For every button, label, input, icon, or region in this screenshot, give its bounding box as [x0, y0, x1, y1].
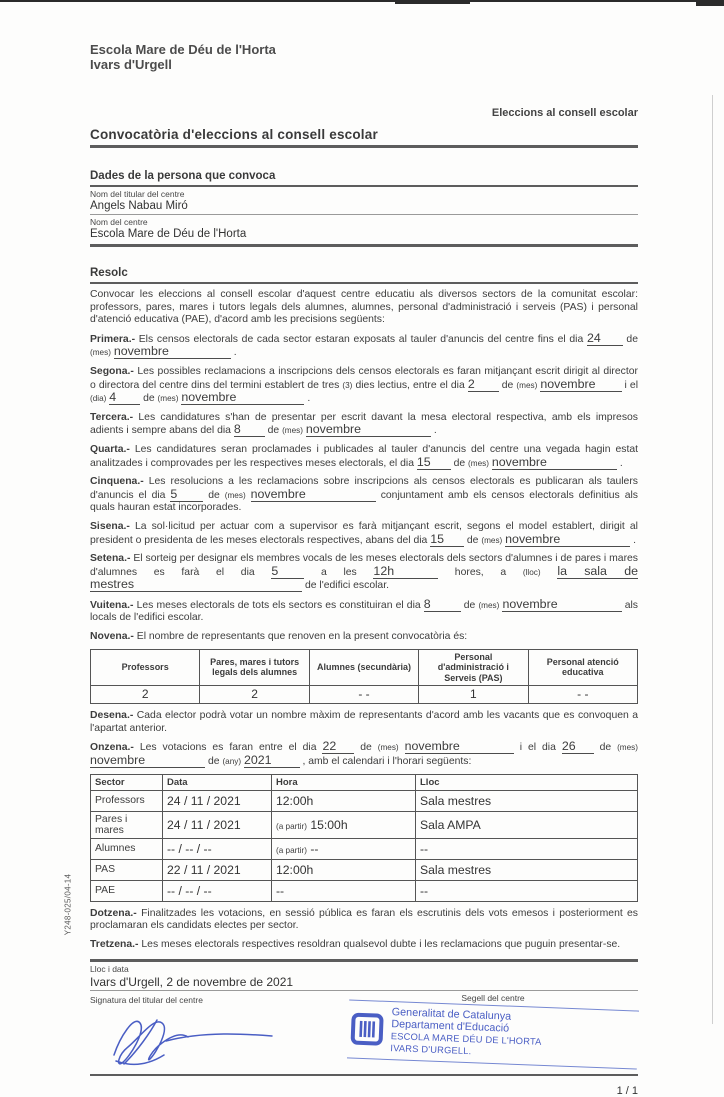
clause-primera: Primera.- Els censos electorals de cada sector estaran exposats al tauler d'anuncis del centre fins el dia 24 de (mes) novembre .: [90, 330, 638, 359]
page-number: 1 / 1: [616, 1085, 638, 1097]
stamp-line: ESCOLA MARE DÉU DE L'HORTA: [390, 1030, 542, 1047]
clause-setena: Setena.- El sorteig per designar els membres vocals de les meses electorals dels sectors d'alumnes i de pares i mares d'alumnes es farà el dia 5 a les 12h hores, a (lloc) la sala de mestres de l'edifici escolar.: [90, 553, 638, 592]
clause-tercera: Tercera.- Les candidatures s'han de presentar per escrit davant la mesa electoral respectiva, amb els impresos adients i sempre abans del dia 8 de (mes) novembre .: [90, 411, 638, 437]
clause-novena: Novena.- El nombre de representants que renoven en la present convocatòria és:: [90, 631, 468, 643]
bottom-rule: [90, 1074, 638, 1077]
generalitat-logo-icon: [349, 1010, 384, 1047]
table-cell-data: -- / -- / --: [163, 880, 272, 901]
title-rule: [90, 145, 638, 148]
table-cell-data: -- / -- / --: [163, 838, 272, 859]
center-stamp: [347, 999, 639, 1069]
hora-value: 12:00h: [276, 793, 314, 808]
stamp-line: Generalitat de Catalunya: [391, 1005, 512, 1023]
hora-value: 12:00h: [276, 862, 314, 877]
table-cell-hora: [272, 880, 416, 901]
clause-quarta: Quarta.- Les candidatures seran proclamades i publicades al tauler d'anuncis del centre una vegada hagin estat analitzades i comprovades per les respectives meses electorals, el dia 15 de (mes) novembre .: [90, 443, 638, 469]
form-reference-code: Y248-025/04-14: [63, 873, 73, 936]
table-cell-hora: [272, 811, 416, 838]
signature-label: Signatura del titular del centre: [90, 994, 203, 1005]
table-header-cell: Personal atenció educativa: [528, 649, 637, 686]
document-type-label: Eleccions al consell escolar: [491, 107, 638, 119]
table-header-cell: Professors: [91, 649, 200, 686]
table-row-professors: [91, 790, 638, 811]
section-rule: [90, 282, 638, 285]
section-heading-convener: Dades de la persona que convoca: [90, 169, 276, 182]
table-header-cell: Personal d'administració i Serveis (PAS): [419, 649, 528, 686]
signature-stamp-row: [90, 993, 638, 1071]
signature-scribble: [104, 1009, 289, 1071]
hora-prefix: (a partir): [276, 845, 307, 855]
clause-cinquena: Cinquena.- Les resolucions a les reclamacions sobre inscripcions als censos electorals es publicaran als taulers d'anuncis el dia 5 de (mes) novembre conjuntament amb els censos electorals definitius als quals hauran estat incorporades.: [90, 476, 638, 514]
table-cell-lloc: Sala mestres: [416, 790, 638, 811]
table-cell-data: 24 / 11 / 2021: [163, 790, 272, 811]
table-cell-lloc: Sala AMPA: [416, 811, 638, 838]
convener-section: [90, 170, 638, 247]
table-row-alumnes: [91, 838, 638, 859]
table-cell-data: 22 / 11 / 2021: [163, 859, 272, 880]
table-cell-data: 24 / 11 / 2021: [163, 811, 272, 838]
table-cell-lloc: --: [416, 838, 638, 859]
document-content: [90, 0, 638, 1097]
table-cell-sector: Professors: [91, 790, 163, 811]
page-title: Convocatòria d'eleccions al consell escolar: [90, 127, 378, 142]
resolc-intro: Convocar les eleccions al consell escolar d'aquest centre educatiu als diversos sectors de la comunitat escolar: professors, pares, mares i tutors legals dels alumnes, alumnes, personal d'administració i serveis (PAS) i personal d'atenció educativa (PAE), d'acord amb les precisions següents:: [90, 289, 638, 326]
field-value-centre: Escola Mare de Déu de l'Horta: [90, 228, 247, 240]
footer-rule: [90, 959, 638, 962]
section-end-rule: [90, 244, 638, 247]
stamp-area: [348, 993, 638, 1071]
field-label-centre: Nom del centre: [90, 217, 148, 227]
hora-value: 15:00h: [310, 817, 348, 832]
stamp-line: IVARS D'URGELL.: [390, 1042, 472, 1056]
table-header-cell: Lloc: [416, 774, 638, 790]
clause-segona: Segona.- Les possibles reclamacions a inscripcions dels censos electorals es faran mitjançant escrit dirigit al director o directora del centre dins del termini establert de tres (3) dies lectius, entre el dia 2 de (mes) novembre i el (dia) 4 de (mes) novembre .: [90, 365, 639, 405]
table-cell-sector: PAS: [91, 859, 163, 880]
stamp-line: Departament d'Educació: [391, 1017, 510, 1035]
lloc-data-label: Lloc i data: [90, 963, 129, 974]
table-header-cell: Sector: [91, 774, 163, 790]
table-cell: 2: [200, 686, 309, 704]
section-rule: [90, 185, 638, 188]
schedule-table: [90, 774, 638, 902]
lloc-data-value: Ivars d'Urgell, 2 de novembre de 2021: [90, 974, 294, 989]
table-cell-sector: Alumnes: [91, 838, 163, 859]
hora-prefix: (a partir): [276, 821, 307, 831]
hora-value: --: [276, 883, 285, 898]
school-header: [90, 42, 638, 72]
table-row-pares: [91, 811, 638, 838]
table-cell: 2: [91, 686, 200, 704]
table-header-row: [91, 649, 638, 686]
representatives-table: [90, 649, 638, 705]
table-row-pas: [91, 859, 638, 880]
clause-sisena: Sisena.- La sol·licitud per actuar com a supervisor es farà mitjançant escrit, segons el model establert, dirigit al president o presidenta de les meses electorals respectives, abans del dia 15 de (mes) novembre .: [90, 520, 638, 546]
table-cell-sector: Pares i mares: [91, 811, 163, 838]
stamp-label: Segell del centre: [461, 992, 525, 1003]
table-header-cell: Pares, mares i tutors legals dels alumnes: [200, 649, 309, 686]
stamp-text: [390, 1006, 543, 1060]
school-town: Ivars d'Urgell: [90, 57, 172, 72]
table-cell: - -: [528, 686, 637, 704]
table-cell-hora: [272, 838, 416, 859]
table-header-cell: Alumnes (secundària): [309, 649, 418, 686]
field-value-titular: Angels Nabau Miró: [90, 200, 188, 212]
section-heading-resolc: Resolc: [90, 266, 128, 279]
clause-onzena: Onzena.- Les votacions es faran entre el dia 22 de (mes) novembre i el dia 26 de (mes) novembre de (any) 2021 , amb el calendari i l'horari següents:: [90, 739, 638, 767]
table-row-pae: [91, 880, 638, 901]
scan-artifact-right-edge: [712, 95, 713, 1024]
field-label-titular: Nom del titular del centre: [90, 189, 185, 199]
clause-vuitena: Vuitena.- Les meses electorals de tots els sectors es constituiran el dia 8 de (mes) novembre als locals de l'edifici escolar.: [90, 596, 638, 624]
clause-desena: Desena.- Cada elector podrà votar un nombre màxim de representants d'acord amb les vacants que es convoquen a l'apartat anterior.: [90, 710, 639, 734]
table-cell: - -: [309, 686, 418, 704]
table-cell: 1: [419, 686, 528, 704]
table-header-row: [91, 774, 638, 790]
table-cell-hora: [272, 790, 416, 811]
signature-area: [90, 993, 348, 1071]
table-cell-hora: [272, 859, 416, 880]
hora-value: --: [310, 841, 319, 856]
clause-tretzena: Tretzena.- Les meses electorals respectives resoldran qualsevol dubte i les reclamacions que puguin presentar-se.: [90, 938, 621, 950]
field-rule: [90, 214, 638, 215]
table-cell-lloc: Sala mestres: [416, 859, 638, 880]
footer-thin-rule: [90, 990, 638, 991]
table-row: [91, 686, 638, 704]
table-header-cell: Data: [163, 774, 272, 790]
scan-artifact-corner: [696, 0, 724, 6]
table-header-cell: Hora: [272, 774, 416, 790]
table-cell-sector: PAE: [91, 880, 163, 901]
table-cell-lloc: --: [416, 880, 638, 901]
resolc-section: [90, 267, 638, 952]
clause-dotzena: Dotzena.- Finalitzades les votacions, en sessió pública es faran els escrutinis dels vots emesos i posteriorment es proclamaran els candidats electes per sector.: [90, 907, 638, 932]
school-name: Escola Mare de Déu de l'Horta: [90, 42, 276, 57]
